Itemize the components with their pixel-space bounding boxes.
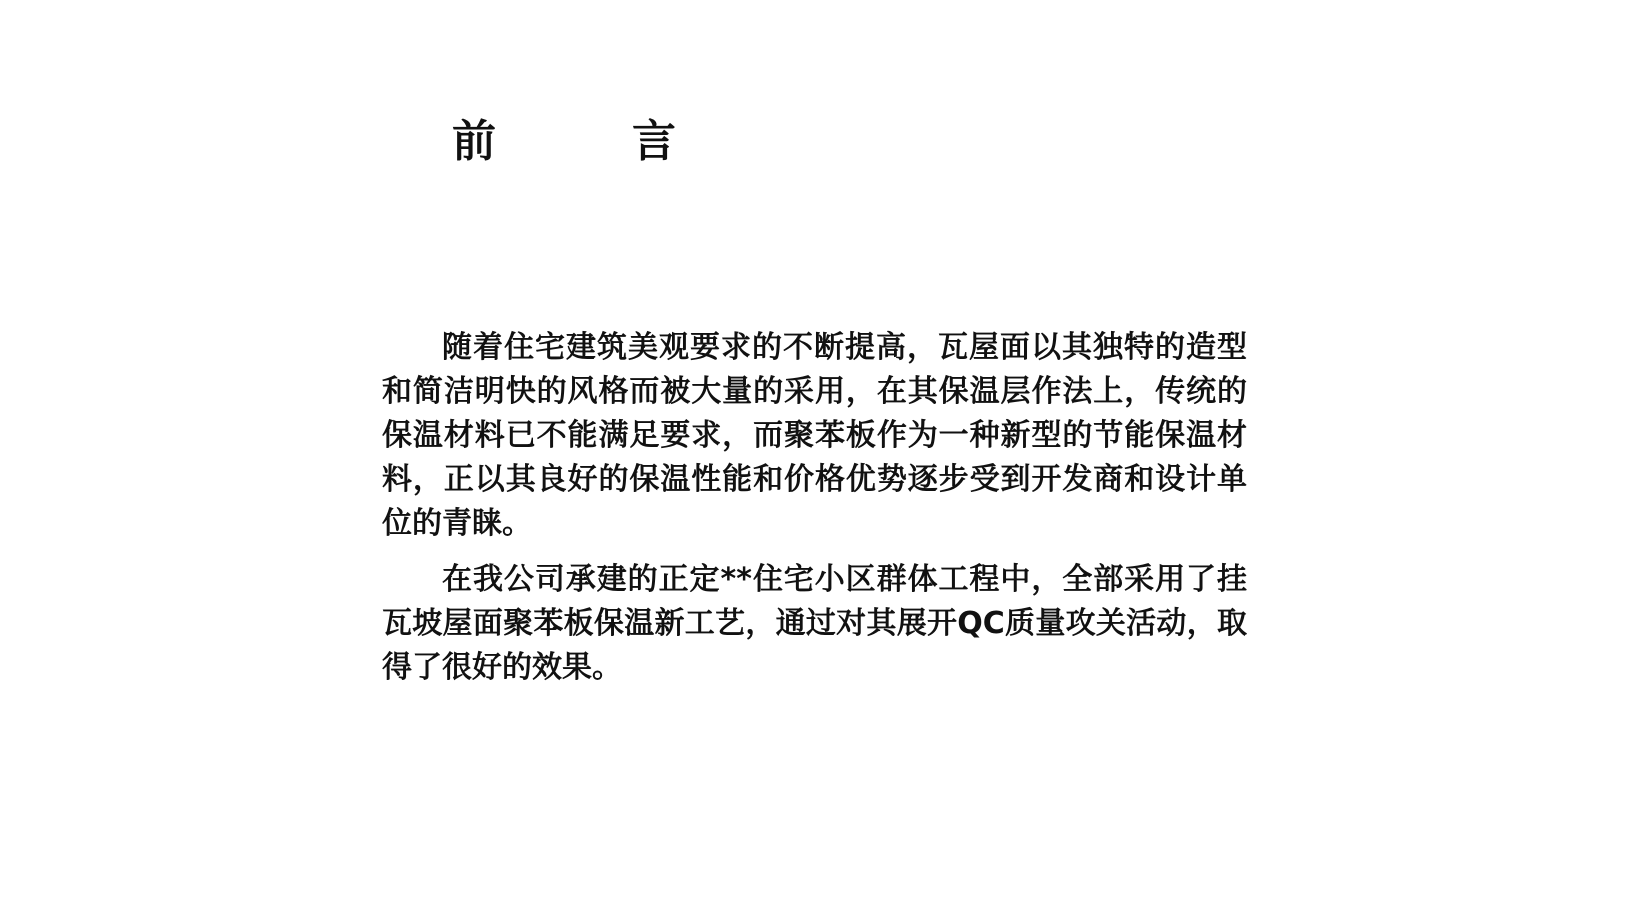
paragraph-project: 在我公司承建的正定**住宅小区群体工程中，全部采用了挂瓦坡屋面聚苯板保温新工艺，通过对其展开QC质量攻关活动，取得了很好的效果。 xyxy=(382,562,1247,685)
paragraph-intro: 随着住宅建筑美观要求的不断提高，瓦屋面以其独特的造型和简洁明快的风格而被大量的采用，在其保温层作法上，传统的保温材料已不能满足要求，而聚苯板作为一种新型的节能保温材料，正以其良好的保温性能和价格优势逐步受到开发商和设计单位的青睐。 xyxy=(382,330,1247,541)
body-text xyxy=(382,326,1247,690)
page-title xyxy=(452,112,676,172)
title-char-qian: 前 xyxy=(452,116,496,167)
title-char-yan: 言 xyxy=(632,116,676,167)
